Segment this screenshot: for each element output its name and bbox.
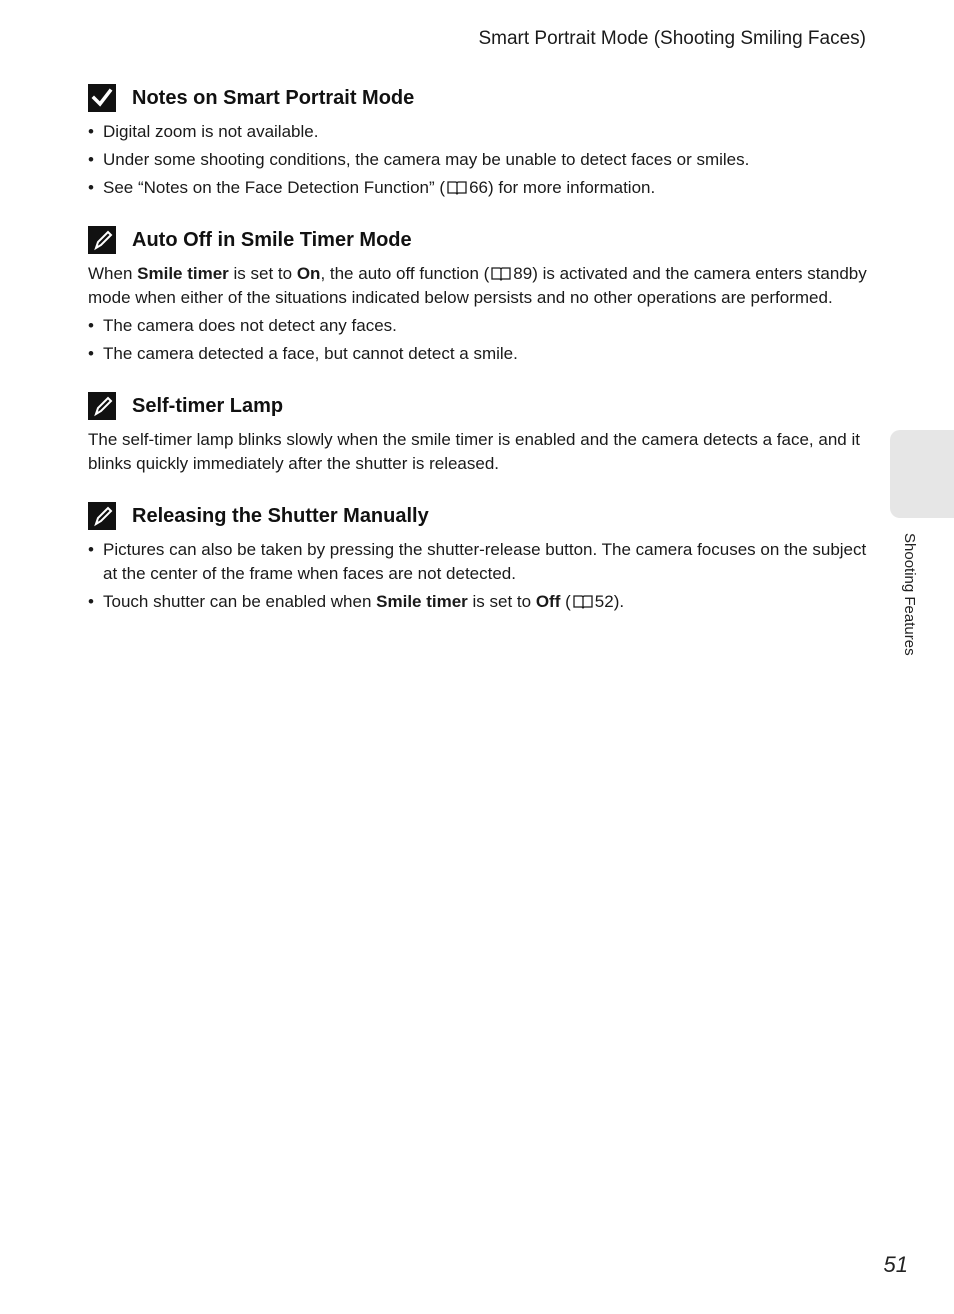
section-title: Auto Off in Smile Timer Mode	[132, 228, 412, 251]
section-notes	[88, 80, 868, 200]
bullet-list	[88, 120, 868, 200]
pencil-icon	[88, 502, 116, 530]
section-heading	[88, 222, 868, 258]
section-releasing-shutter	[88, 498, 868, 614]
book-icon	[573, 592, 593, 607]
book-icon	[491, 264, 511, 279]
list-item: • Pictures can also be taken by pressing the shutter-release button. The camera focuses on the subject at the center of the frame when faces are not detected.	[88, 540, 867, 583]
section-auto-off	[88, 222, 868, 366]
section-paragraph: The self-timer lamp blinks slowly when the smile timer is enabled and the camera detects a face, and it blinks quickly immediately after the shutter is released.	[88, 430, 860, 473]
page-content	[88, 80, 868, 636]
section-title: Releasing the Shutter Manually	[132, 504, 429, 527]
section-paragraph: When Smile timer is set to On, the auto off function ( 89) is activated and the camera enters standby mode when either of the situations indicated below persists and no other operations are performed.	[88, 264, 867, 307]
header-title: Smart Portrait Mode (Shooting Smiling Faces)	[478, 28, 866, 49]
list-item: • The camera detected a face, but cannot detect a smile.	[88, 344, 518, 363]
list-item: • Digital zoom is not available.	[88, 122, 319, 141]
pencil-icon	[88, 392, 116, 420]
list-item: • Under some shooting conditions, the camera may be unable to detect faces or smiles.	[88, 150, 750, 169]
list-item: • Touch shutter can be enabled when Smile timer is set to Off ( 52).	[88, 592, 625, 611]
list-item: • The camera does not detect any faces.	[88, 316, 397, 335]
book-icon	[447, 178, 467, 193]
side-tab-label: Shooting Features	[901, 533, 918, 656]
side-tab	[890, 430, 954, 518]
section-heading	[88, 388, 868, 424]
pencil-icon	[88, 226, 116, 254]
section-heading	[88, 498, 868, 534]
bullet-list	[88, 314, 868, 366]
check-icon	[88, 84, 116, 112]
section-title: Self-timer Lamp	[132, 394, 284, 417]
list-item: • See “Notes on the Face Detection Function” ( 66) for more information.	[88, 178, 656, 197]
section-title: Notes on Smart Portrait Mode	[132, 86, 415, 109]
page-number: 51	[883, 1252, 908, 1277]
section-heading	[88, 80, 868, 116]
section-self-timer-lamp	[88, 388, 868, 476]
bullet-list	[88, 538, 868, 614]
